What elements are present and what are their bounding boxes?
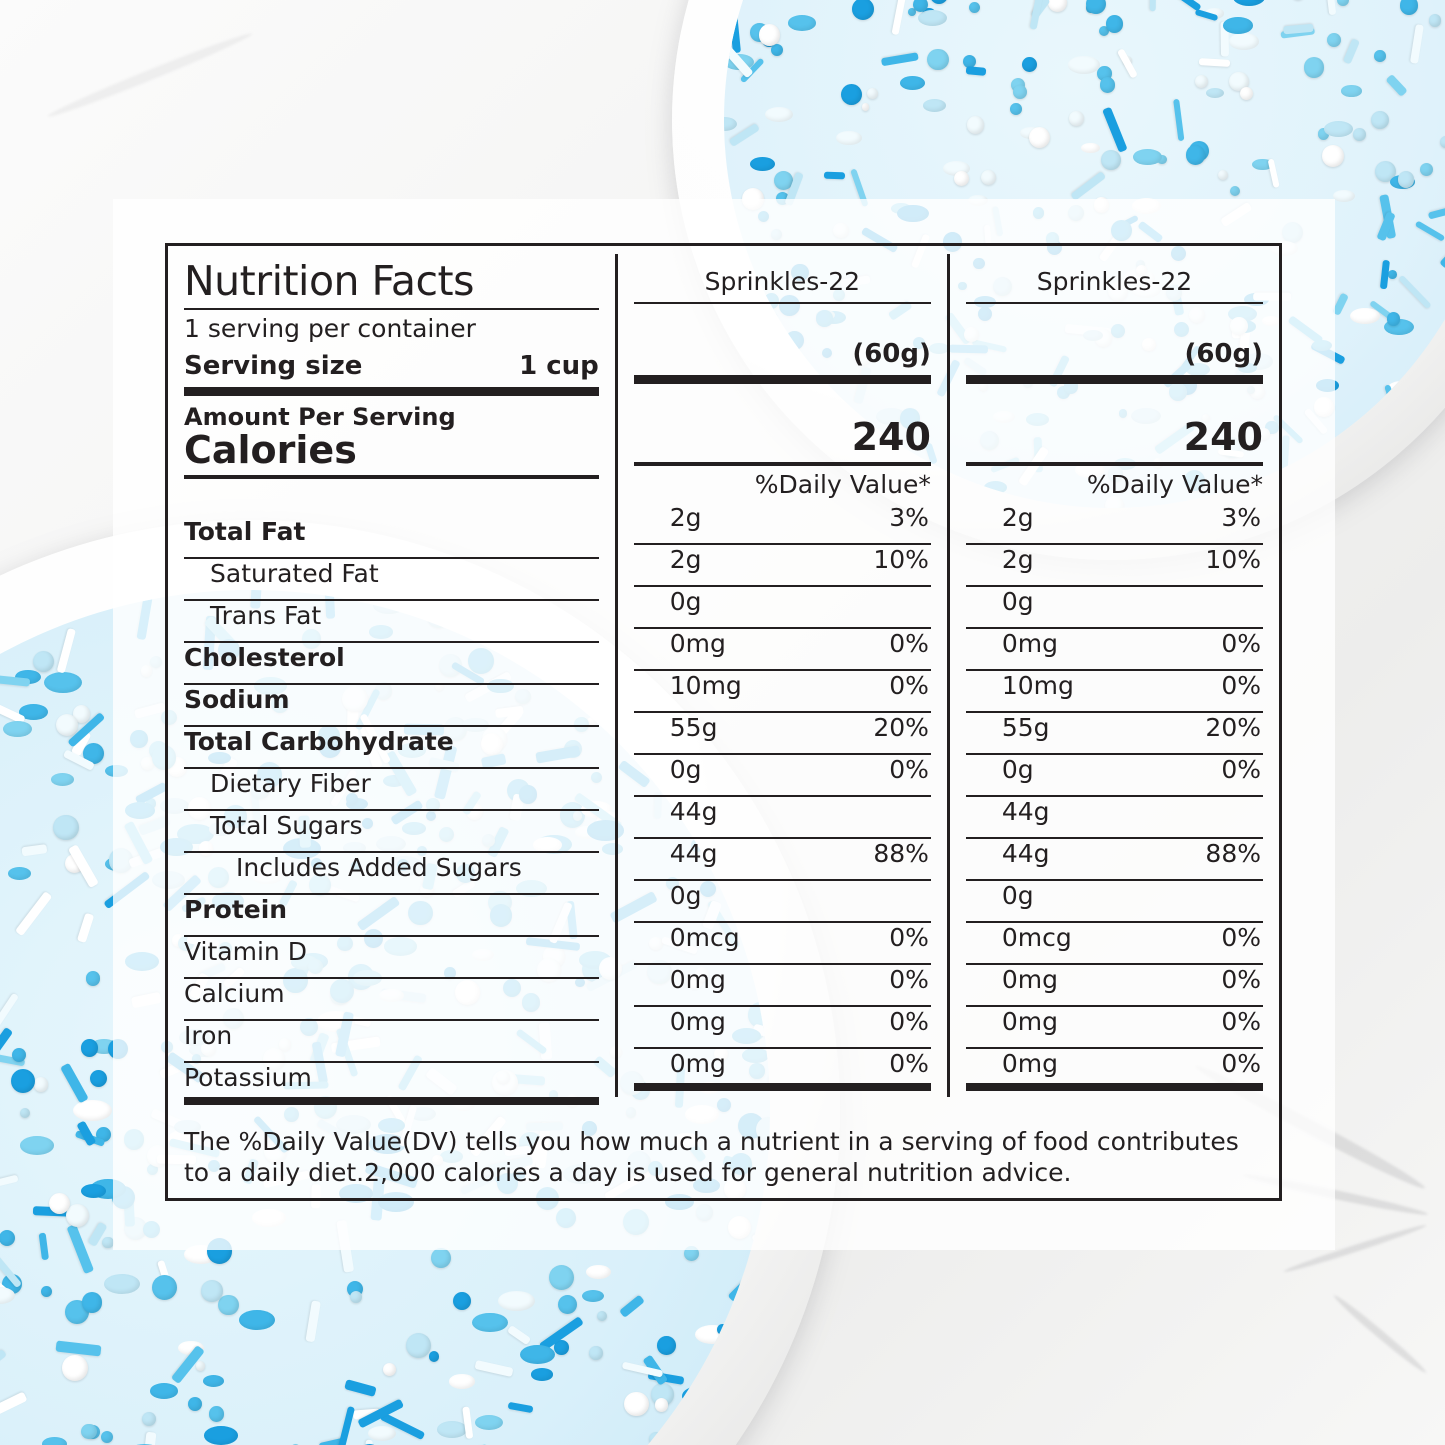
nutrient-daily-value: 0%	[1221, 755, 1261, 784]
nutrient-amount: 0g	[669, 587, 702, 616]
nutrient-name: Sodium	[184, 685, 290, 715]
nutrient-amount: 0g	[1001, 587, 1034, 616]
nutrient-amount: 10mg	[669, 671, 742, 700]
nutrient-daily-value: 0%	[889, 1007, 929, 1036]
nutrient-name-column	[168, 246, 615, 1105]
product-name-2: Sprinkles-22	[966, 260, 1263, 304]
nutrient-row	[184, 517, 599, 559]
nutrient-row	[184, 979, 599, 1021]
serving-size-value: 1 cup	[519, 351, 599, 382]
serving-weight-1: (60g)	[634, 334, 931, 384]
nutrient-amount: 44g	[1001, 797, 1050, 826]
nutrient-amount: 0mg	[669, 1049, 726, 1078]
nutrient-daily-value: 10%	[873, 545, 929, 574]
nutrient-amount: 0mg	[1001, 629, 1059, 658]
nutrient-name: Total Carbohydrate	[184, 727, 454, 757]
nutrient-name: Potassium	[184, 1063, 312, 1093]
nutrient-name: Total Fat	[184, 517, 306, 547]
nutrient-daily-value: 20%	[1205, 713, 1261, 742]
value-row	[966, 629, 1263, 671]
nutrient-amount: 0g	[669, 755, 702, 784]
value-column-2	[950, 246, 1279, 1105]
serving-weight-2: (60g)	[966, 334, 1263, 384]
nutrient-name: Iron	[184, 1021, 233, 1051]
nutrient-daily-value: 0%	[889, 923, 929, 952]
nutrient-amount: 44g	[669, 797, 718, 826]
nutrient-daily-value: 0%	[1221, 629, 1261, 658]
nutrient-amount: 10mg	[1001, 671, 1074, 700]
value-row	[634, 1049, 931, 1091]
value-row	[966, 965, 1263, 1007]
nutrient-name: Protein	[184, 895, 288, 925]
value-row	[634, 965, 931, 1007]
nutrient-amount: 0g	[1001, 755, 1034, 784]
nutrient-row	[184, 643, 599, 685]
calories-value-1: 240	[634, 418, 931, 466]
daily-value-header-2: %Daily Value*	[1086, 470, 1263, 499]
nutrient-amount: 55g	[1001, 713, 1050, 742]
nutrient-name: Vitamin D	[184, 937, 307, 967]
serving-size-label: Serving size	[184, 351, 363, 382]
calories-label: Calories	[184, 431, 599, 479]
nutrient-amount: 0mg	[1001, 1049, 1059, 1078]
nutrient-daily-value: 0%	[1221, 1007, 1261, 1036]
nutrient-row	[184, 937, 599, 979]
nutrient-daily-value: 88%	[873, 839, 929, 868]
value-row	[966, 755, 1263, 797]
value-row	[966, 797, 1263, 839]
nutrient-daily-value: 0%	[1221, 1049, 1261, 1078]
page-title: Nutrition Facts	[184, 260, 599, 310]
nutrient-daily-value: 0%	[1221, 671, 1261, 700]
nutrition-label-panel	[165, 243, 1282, 1201]
nutrient-rows	[184, 517, 599, 1105]
value-row	[966, 923, 1263, 965]
nutrient-amount: 2g	[1001, 503, 1034, 532]
value-row	[634, 881, 931, 923]
nutrient-amount: 0g	[669, 881, 702, 910]
value-row	[966, 881, 1263, 923]
dv-header-spacer-left	[184, 479, 599, 517]
nutrient-row	[184, 601, 599, 643]
nutrient-daily-value: 3%	[1221, 503, 1261, 532]
nutrient-daily-value: 20%	[873, 713, 929, 742]
nutrient-amount: 44g	[1001, 839, 1050, 868]
nutrient-name: Calcium	[184, 979, 285, 1009]
nutrient-row	[184, 811, 599, 853]
nutrient-name: Cholesterol	[184, 643, 345, 673]
nutrient-name: Includes Added Sugars	[236, 853, 522, 883]
nutrient-amount: 0mg	[669, 629, 726, 658]
value-col-1-spacer-2	[634, 384, 931, 418]
value-row	[634, 923, 931, 965]
calories-value-2: 240	[966, 418, 1263, 466]
value-col-1-spacer	[634, 304, 931, 334]
nutrient-amount: 2g	[1001, 545, 1034, 574]
nutrient-amount: 0mcg	[1001, 923, 1072, 952]
value-row	[634, 797, 931, 839]
nutrient-row	[184, 1021, 599, 1063]
nutrient-amount: 0mg	[669, 965, 726, 994]
nutrient-name: Saturated Fat	[210, 559, 379, 589]
nutrient-daily-value: 0%	[889, 755, 929, 784]
value-row	[634, 1007, 931, 1049]
value-row	[966, 671, 1263, 713]
nutrient-row	[184, 1063, 599, 1105]
nutrient-amount: 0g	[1001, 881, 1034, 910]
nutrient-daily-value: 0%	[1221, 923, 1261, 952]
amount-per-serving-label: Amount Per Serving	[184, 403, 456, 432]
value-row	[966, 1049, 1263, 1091]
nutrient-daily-value: 10%	[1205, 545, 1261, 574]
nutrient-row	[184, 895, 599, 937]
value-row	[634, 839, 931, 881]
value-row	[966, 587, 1263, 629]
servings-per-container: 1 serving per container	[184, 314, 476, 344]
value-column-1	[618, 246, 947, 1105]
nutrient-row	[184, 727, 599, 769]
value-row	[966, 839, 1263, 881]
nutrient-name: Trans Fat	[210, 601, 322, 631]
nutrient-amount: 0mg	[1001, 1007, 1059, 1036]
nutrient-daily-value: 0%	[889, 629, 929, 658]
nutrient-row	[184, 685, 599, 727]
nutrient-row	[184, 559, 599, 601]
nutrient-amount: 2g	[669, 503, 702, 532]
nutrient-daily-value: 88%	[1205, 839, 1261, 868]
value-row	[966, 503, 1263, 545]
nutrient-amount: 0mg	[669, 1007, 726, 1036]
serving-size-row	[184, 348, 599, 396]
nutrient-amount: 55g	[669, 713, 718, 742]
value-rows-1	[634, 503, 931, 1091]
value-col-2-spacer-2	[966, 384, 1263, 418]
value-row	[634, 629, 931, 671]
value-row	[634, 545, 931, 587]
nutrient-daily-value: 3%	[889, 503, 929, 532]
nutrient-name: Dietary Fiber	[210, 769, 371, 799]
value-rows-2	[966, 503, 1263, 1091]
nutrient-daily-value: 0%	[889, 965, 929, 994]
nutrient-daily-value: 0%	[889, 1049, 929, 1078]
value-col-2-spacer	[966, 304, 1263, 334]
value-row	[966, 545, 1263, 587]
value-row	[634, 503, 931, 545]
daily-value-header-1: %Daily Value*	[754, 470, 931, 499]
value-row	[966, 1007, 1263, 1049]
product-name-1: Sprinkles-22	[634, 260, 931, 304]
daily-value-footnote: The %Daily Value(DV) tells you how much a nutrient in a serving of food contributes to a daily diet.2,000 calories a day is used for general nutrition advice.	[184, 1127, 1239, 1188]
label-columns	[168, 246, 1279, 1105]
nutrient-name: Total Sugars	[210, 811, 363, 841]
nutrient-amount: 0mcg	[669, 923, 740, 952]
nutrient-row	[184, 853, 599, 895]
nutrient-row	[184, 769, 599, 811]
value-row	[634, 587, 931, 629]
value-row	[634, 671, 931, 713]
value-row	[634, 755, 931, 797]
nutrient-daily-value: 0%	[889, 671, 929, 700]
nutrient-amount: 2g	[669, 545, 702, 574]
nutrition-label-card	[113, 199, 1335, 1250]
nutrient-daily-value: 0%	[1221, 965, 1261, 994]
nutrient-amount: 0mg	[1001, 965, 1059, 994]
nutrient-amount: 44g	[669, 839, 718, 868]
value-row	[634, 713, 931, 755]
value-row	[966, 713, 1263, 755]
